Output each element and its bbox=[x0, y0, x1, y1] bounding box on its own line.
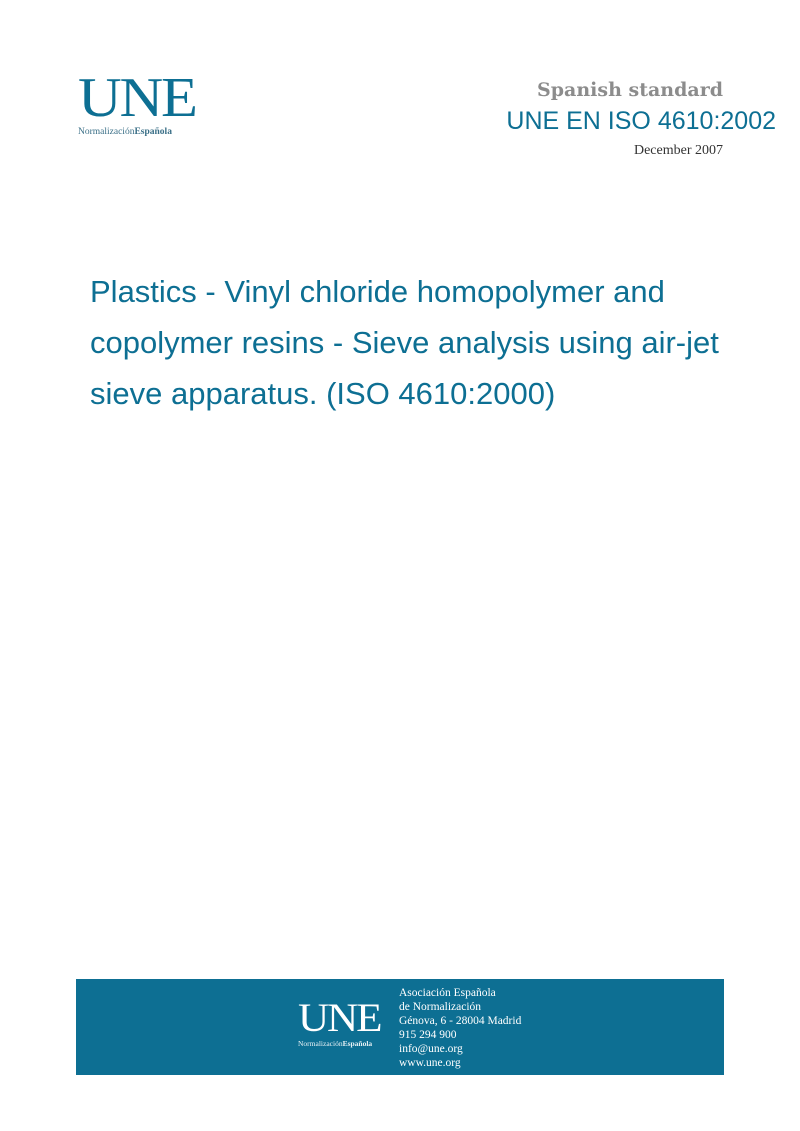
logo-sub-bold: Española bbox=[134, 127, 172, 137]
logo-sub-normal: Normalización bbox=[78, 127, 135, 137]
document-title: Plastics - Vinyl chloride homopolymer and copolymer resins - Sieve analysis using air-jet sieve apparatus. (ISO 4610:2000) bbox=[90, 274, 719, 411]
address-line-street: Génova, 6 - 28004 Madrid bbox=[399, 1015, 522, 1027]
address-line-phone: 915 294 900 bbox=[399, 1029, 457, 1041]
standard-date: December 2007 bbox=[633, 143, 723, 158]
address-line-website[interactable]: www.une.org bbox=[399, 1057, 461, 1069]
address-line-email[interactable]: info@une.org bbox=[399, 1043, 463, 1055]
footer-logo-mark: UNE bbox=[298, 995, 381, 1040]
une-logo bbox=[78, 67, 198, 137]
address-line-org-2: de Normalización bbox=[399, 1001, 482, 1013]
address-line-org: Asociación Española bbox=[399, 987, 496, 999]
footer-banner bbox=[76, 979, 724, 1075]
standard-code: UNE EN ISO 4610:2002 bbox=[506, 107, 776, 135]
logo-mark: UNE bbox=[78, 67, 196, 129]
footer-address bbox=[399, 986, 521, 1070]
footer-logo bbox=[298, 995, 388, 1048]
footer-logo-sub-normal: Normalización bbox=[298, 1039, 343, 1048]
standard-label: Spanish standard bbox=[537, 79, 723, 101]
footer-logo-sub-bold: Española bbox=[342, 1039, 373, 1048]
footer-logo-subtitle bbox=[298, 1039, 388, 1048]
